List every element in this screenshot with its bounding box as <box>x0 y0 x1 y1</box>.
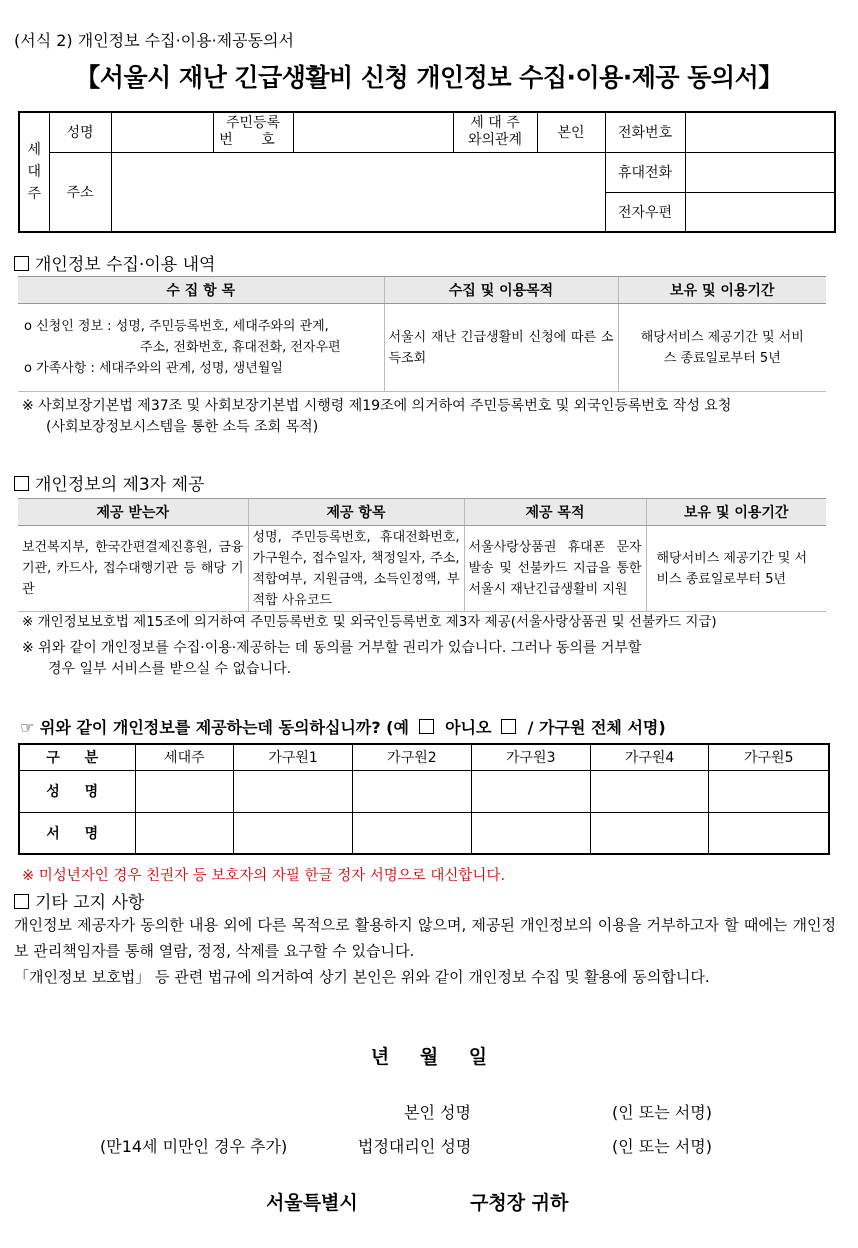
relation-label: 세 대 주 와의관계 <box>453 112 537 152</box>
sign-cell[interactable] <box>135 812 234 854</box>
third-party-note: ※ 개인정보보호법 제15조에 의거하여 주민등록번호 및 외국인등록번호 제3자 제공(서울사랑상품권 및 선불카드 지급) <box>22 614 717 630</box>
mobile-label: 휴대전화 <box>605 152 685 192</box>
period-cell: 해당서비스 제공기간 및 서비스 종료일로부터 5년 <box>646 526 826 612</box>
rrn-label: 주민등록 번 호 <box>213 112 293 152</box>
sign-cell[interactable] <box>353 812 472 854</box>
name-cell[interactable] <box>590 770 709 812</box>
col-header: 제공 항목 <box>248 499 464 526</box>
sign-cell[interactable] <box>471 812 590 854</box>
collection-period: 해당서비스 제공기간 및 서비스 종료일로부터 5년 <box>618 304 826 392</box>
checkbox-icon <box>14 256 29 271</box>
self-name-label: 본인 성명 <box>404 1103 471 1122</box>
agent-name-label: 법정대리인 성명 <box>358 1137 472 1156</box>
name-field[interactable] <box>111 112 213 152</box>
col-header: 가구원2 <box>353 744 472 770</box>
col-header: 보유 및 이용기간 <box>618 277 826 304</box>
col-header: 수집 및 이용목적 <box>384 277 618 304</box>
row-name-label: 성 명 <box>19 770 135 812</box>
name-cell[interactable] <box>353 770 472 812</box>
name-cell[interactable] <box>709 770 829 812</box>
col-header: 제공 받는자 <box>18 499 248 526</box>
email-field[interactable] <box>685 192 835 232</box>
sign-cell[interactable] <box>709 812 829 854</box>
col-header: 가구원1 <box>234 744 353 770</box>
minor-condition: (만14세 미만인 경우 추가) <box>100 1137 288 1156</box>
date-line: 년 월 일 <box>370 1046 488 1068</box>
phone-field[interactable] <box>685 112 835 152</box>
name-label: 성명 <box>49 112 111 152</box>
name-cell[interactable] <box>135 770 234 812</box>
col-header: 가구원5 <box>709 744 829 770</box>
household-signature-table <box>18 743 830 855</box>
notice-paragraph-2: 「개인정보 보호법」 등 관련 법규에 의거하여 상기 본인은 위와 같이 개인정보 수집 및 활용에 동의합니다. <box>14 968 710 986</box>
col-header: 보유 및 이용기간 <box>646 499 826 526</box>
relation-value: 본인 <box>537 112 605 152</box>
form-code: (서식 2) 개인정보 수집·이용·제공동의서 <box>14 31 294 50</box>
purpose-cell: 서울사랑상품권 휴대폰 문자 발송 및 선불카드 지급을 통한 서울시 재난긴급생활비 지원 <box>464 526 646 612</box>
notice-paragraph-1: 개인정보 제공자가 동의한 내용 외에 다른 목적으로 활용하지 않으며, 제공된 개인정보의 이용을 거부하고자 할 때에는 개인정보 관리책임자를 통해 열람, 정정, 삭제를 요구할 수 있습니다. <box>14 916 836 960</box>
section1-title: 개인정보 수집·이용 내역 <box>14 250 215 275</box>
col-header: 세대주 <box>135 744 234 770</box>
collection-items: o 신청인 정보 : 성명, 주민등록번호, 세대주와의 관계, 주소, 전화번호, 휴대전화, 전자우편 o 가족사항 : 세대주와의 관계, 성명, 생년월일 <box>18 304 384 392</box>
address-field[interactable] <box>111 152 605 232</box>
consent-yes-checkbox[interactable] <box>419 719 434 734</box>
self-sign-mark[interactable]: (인 또는 서명) <box>612 1103 712 1122</box>
recipient-office: 구청장 귀하 <box>470 1192 569 1214</box>
rrn-field[interactable] <box>293 112 453 152</box>
section3-title: 기타 고지 사항 <box>14 888 144 913</box>
sign-cell[interactable] <box>234 812 353 854</box>
col-header: 가구원4 <box>590 744 709 770</box>
collection-purpose: 서울시 재난 긴급생활비 신청에 따른 소득조회 <box>384 304 618 392</box>
third-party-table <box>18 498 826 612</box>
sign-cell[interactable] <box>590 812 709 854</box>
collection-note: ※ 사회보장기본법 제37조 및 사회보장기본법 시행령 제19조에 의거하여 주민등록번호 및 외국인등록번호 작성 요청 (사회보장정보시스템을 통한 소득 조회 목적) <box>22 398 732 435</box>
items-cell: 성명, 주민등록번호, 휴대전화번호, 가구원수, 접수일자, 책정일자, 주소, 적합여부, 지원금액, 소득인정액, 부적합 사유코드 <box>248 526 464 612</box>
checkbox-icon <box>14 894 29 909</box>
consent-question: ☞ 위와 같이 개인정보를 제공하는데 동의하십니까? (예 아니오 / 가구원 전체 서명) <box>20 718 666 737</box>
consent-no-checkbox[interactable] <box>501 719 516 734</box>
householder-table <box>18 111 836 233</box>
col-header: 가구원3 <box>471 744 590 770</box>
checkbox-icon <box>14 476 29 491</box>
phone-label: 전화번호 <box>605 112 685 152</box>
address-label: 주소 <box>49 152 111 232</box>
col-header: 구 분 <box>19 744 135 770</box>
collection-table <box>18 276 826 392</box>
householder-side-label: 세 대 주 <box>19 112 49 232</box>
row-sign-label: 서 명 <box>19 812 135 854</box>
minor-note: ※ 미성년자인 경우 친권자 등 보호자의 자필 한글 정자 서명으로 대신합니다. <box>22 868 506 884</box>
page-title: 【서울시 재난 긴급생활비 신청 개인정보 수집·이용·제공 동의서】 <box>75 63 783 92</box>
recipient-city: 서울특별시 <box>266 1192 358 1214</box>
col-header: 수 집 항 목 <box>18 277 384 304</box>
section2-title: 개인정보의 제3자 제공 <box>14 470 204 495</box>
refusal-note: ※ 위와 같이 개인정보를 수집·이용·제공하는 데 동의를 거부할 권리가 있습니다. 그러나 동의를 거부할 경우 일부 서비스를 받으실 수 없습니다. <box>22 640 642 677</box>
name-cell[interactable] <box>234 770 353 812</box>
email-label: 전자우편 <box>605 192 685 232</box>
recipient-cell: 보건복지부, 한국간편결제진흥원, 금융기관, 카드사, 접수대행기관 등 해당 기관 <box>18 526 248 612</box>
col-header: 제공 목적 <box>464 499 646 526</box>
mobile-field[interactable] <box>685 152 835 192</box>
agent-sign-mark[interactable]: (인 또는 서명) <box>612 1137 712 1156</box>
name-cell[interactable] <box>471 770 590 812</box>
